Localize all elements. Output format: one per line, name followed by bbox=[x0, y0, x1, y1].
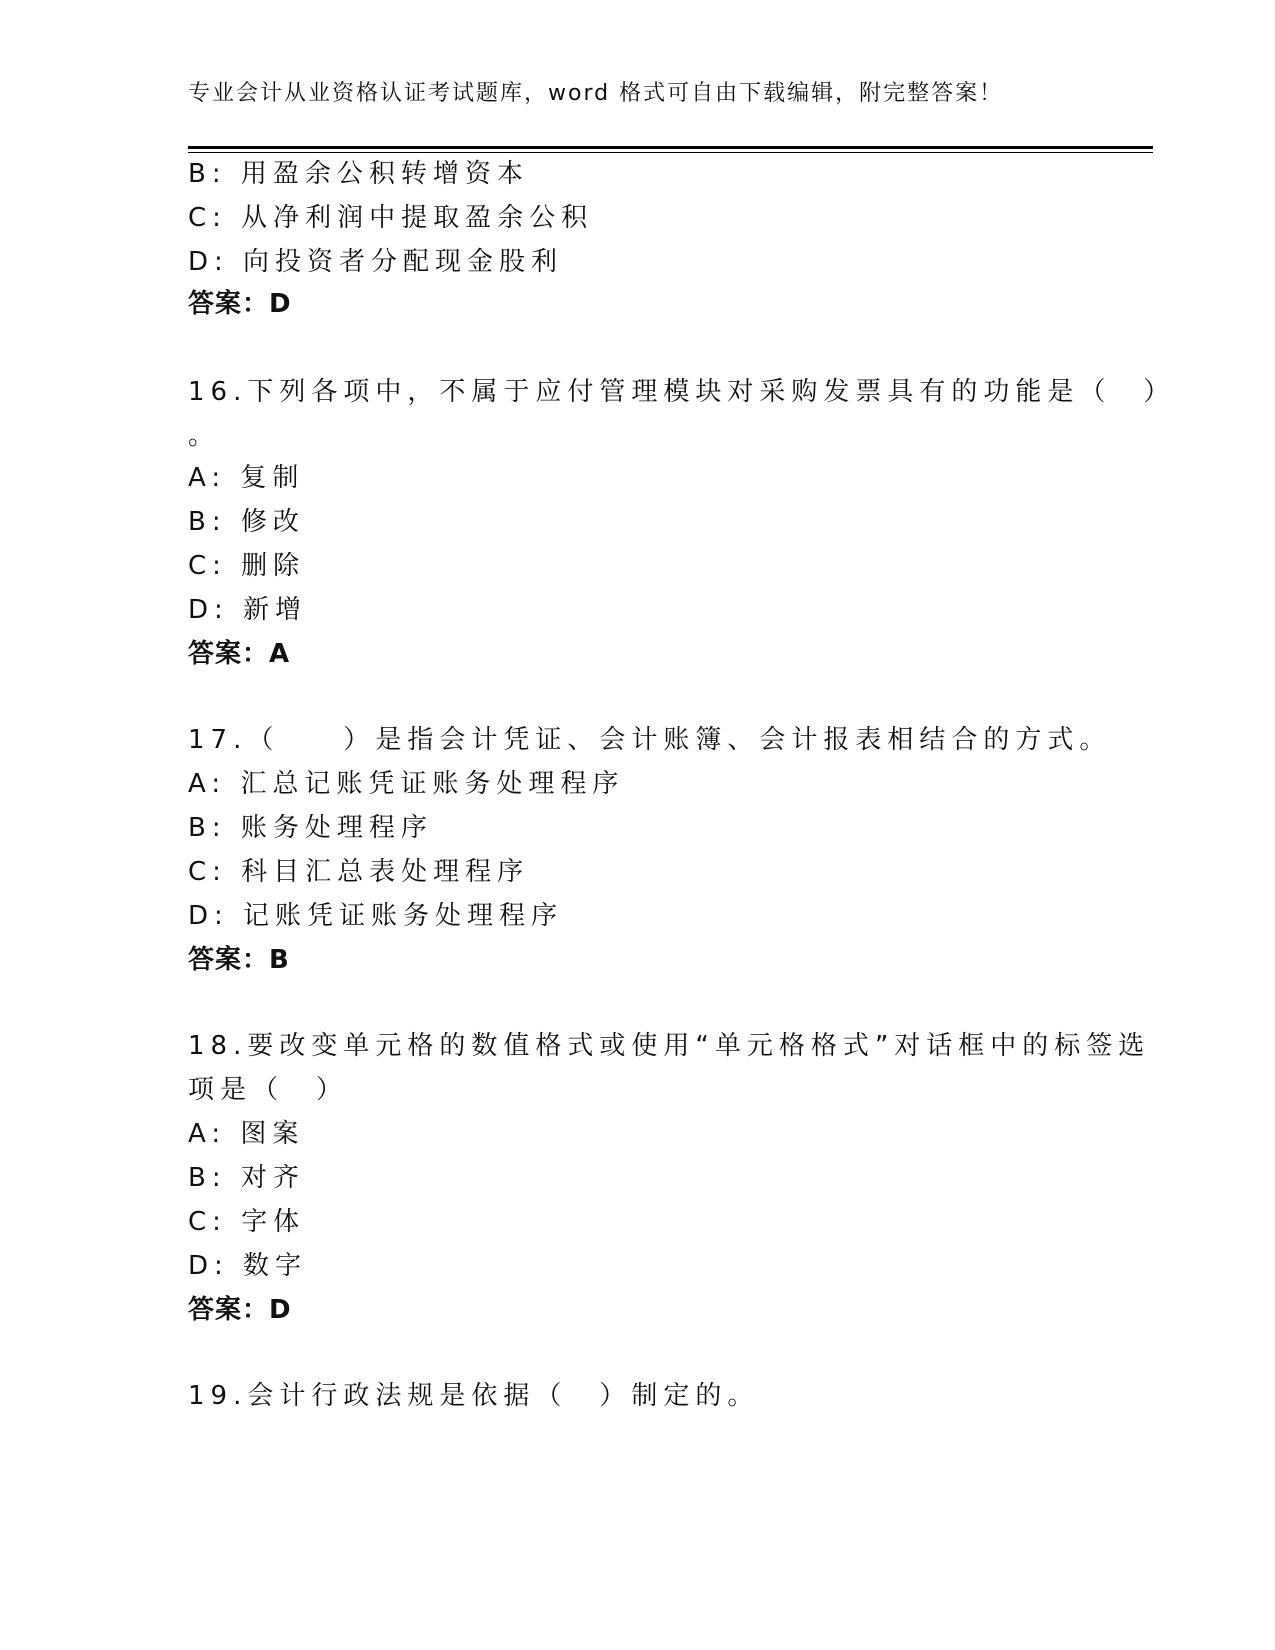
q17-option-d: D: 记账凭证账务处理程序 bbox=[188, 901, 564, 931]
q18-answer: 答案：D bbox=[188, 1295, 292, 1325]
q15-answer: 答案：D bbox=[188, 289, 292, 319]
q17-option-c: C: 科目汇总表处理程序 bbox=[188, 857, 530, 887]
q19-question: 19.会计行政法规是依据（ ）制定的。 bbox=[188, 1381, 760, 1411]
q16-option-a: A: 复制 bbox=[188, 463, 305, 493]
q16-answer: 答案：A bbox=[188, 639, 291, 669]
q18-option-c: C: 字体 bbox=[188, 1207, 306, 1237]
header-rule-thin bbox=[188, 152, 1153, 153]
q17-answer: 答案：B bbox=[188, 945, 290, 975]
q18-option-b: B: 对齐 bbox=[188, 1163, 305, 1193]
q16-question-line1: 16.下列各项中，不属于应付管理模块对采购发票具有的功能是（ ） bbox=[188, 377, 1176, 407]
q16-question-line2: 。 bbox=[188, 421, 221, 451]
q15-option-b: B: 用盈余公积转增资本 bbox=[188, 159, 529, 189]
q17-option-b: B: 账务处理程序 bbox=[188, 813, 433, 843]
q17-question: 17.（ ）是指会计凭证、会计账簿、会计报表相结合的方式。 bbox=[188, 725, 1112, 755]
page-header: 专业会计从业资格认证考试题库，word 格式可自由下载编辑，附完整答案！ bbox=[188, 81, 1004, 106]
q15-option-c: C: 从净利润中提取盈余公积 bbox=[188, 203, 594, 233]
q17-option-a: A: 汇总记账凭证账务处理程序 bbox=[188, 769, 625, 799]
q18-option-a: A: 图案 bbox=[188, 1119, 305, 1149]
q18-option-d: D: 数字 bbox=[188, 1251, 308, 1281]
q18-question-line1: 18.要改变单元格的数值格式或使用“单元格格式”对话框中的标签选 bbox=[188, 1031, 1151, 1061]
q18-question-line2: 项是（ ） bbox=[188, 1075, 349, 1105]
q15-option-d: D: 向投资者分配现金股利 bbox=[188, 247, 564, 277]
q16-option-d: D: 新增 bbox=[188, 595, 308, 625]
q16-option-c: C: 删除 bbox=[188, 551, 306, 581]
q16-option-b: B: 修改 bbox=[188, 507, 305, 537]
header-rule-thick bbox=[188, 146, 1153, 149]
